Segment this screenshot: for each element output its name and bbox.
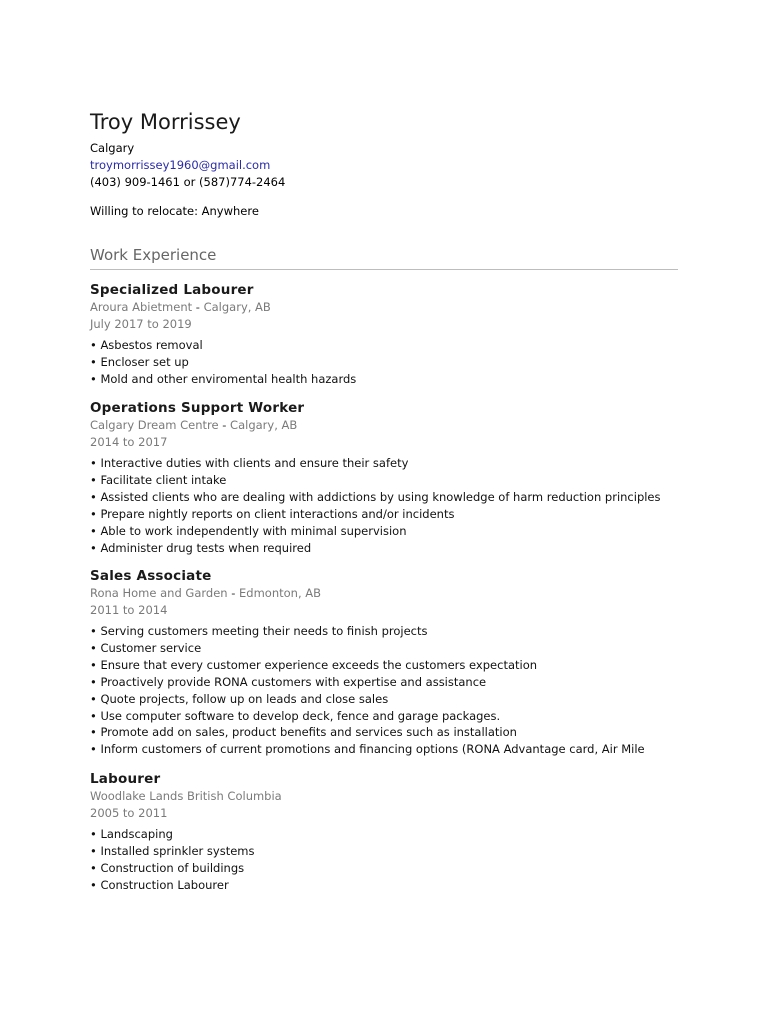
job-company: Calgary Dream Centre: [90, 418, 219, 432]
candidate-city: Calgary: [90, 141, 135, 155]
duty-item: • Installed sprinkler systems: [90, 843, 255, 858]
duty-item: • Serving customers meeting their needs to finish projects: [90, 624, 428, 638]
job-location: Calgary, AB: [203, 300, 271, 314]
relocation-preference: Willing to relocate: Anywhere: [90, 204, 259, 218]
duty-item: • Administer drug tests when required: [90, 540, 312, 555]
candidate-email-link[interactable]: troymorrissey1960@gmail.com: [90, 158, 271, 172]
duty-item: • Able to work independently with minimal supervision: [90, 523, 407, 538]
job-company: Rona Home and Garden: [90, 586, 228, 600]
job-company-line: [90, 788, 678, 805]
duty-item: • Facilitate client intake: [90, 472, 227, 487]
job-title: Specialized Labourer: [90, 282, 254, 298]
duty-item: • Asbestos removal: [90, 338, 203, 352]
job-duties-list: [90, 826, 678, 894]
job-location: Calgary, AB: [230, 418, 298, 432]
job-duties-list: [90, 455, 678, 556]
duty-item: • Inform customers of current promotions and financing options (RONA Advantage card, Air Mile: [90, 742, 645, 757]
job-company-separator: -: [227, 586, 240, 600]
duty-item: • Ensure that every customer experience exceeds the customers expectation: [90, 657, 538, 672]
job-company-line: [90, 585, 678, 602]
section-divider: [90, 269, 678, 270]
job-dates: 2011 to 2014: [90, 602, 168, 617]
job-company-line: [90, 417, 678, 434]
work-experience-heading: Work Experience: [90, 246, 217, 264]
duty-item: • Landscaping: [90, 827, 173, 841]
duty-item: • Use computer software to develop deck, fence and garage packages.: [90, 708, 501, 723]
duty-item: • Prepare nightly reports on client interactions and/or incidents: [90, 506, 455, 521]
job-entry: [90, 567, 678, 758]
duty-item: • Promote add on sales, product benefits and services such as installation: [90, 725, 517, 740]
duty-item: • Construction of buildings: [90, 860, 245, 875]
job-duties-list: [90, 623, 678, 758]
job-dates: 2005 to 2011: [90, 805, 168, 820]
job-duties-list: [90, 337, 678, 388]
duty-item: • Interactive duties with clients and ensure their safety: [90, 456, 409, 470]
job-company-line: [90, 299, 678, 316]
job-entry: [90, 399, 678, 556]
job-location: Edmonton, AB: [239, 586, 322, 600]
job-title: Labourer: [90, 771, 161, 787]
job-company-separator: -: [192, 300, 204, 314]
job-entry: [90, 281, 678, 388]
job-dates: July 2017 to 2019: [90, 316, 192, 331]
duty-item: • Mold and other enviromental health hazards: [90, 371, 357, 386]
duty-item: • Proactively provide RONA customers with expertise and assistance: [90, 674, 487, 689]
job-title: Operations Support Worker: [90, 400, 305, 416]
candidate-phone: (403) 909-1461 or (587)774-2464: [90, 175, 286, 189]
duty-item: • Construction Labourer: [90, 877, 229, 892]
duty-item: • Quote projects, follow up on leads and close sales: [90, 691, 389, 706]
job-title: Sales Associate: [90, 568, 212, 584]
job-dates: 2014 to 2017: [90, 434, 168, 449]
job-company: Woodlake Lands British Columbia: [90, 789, 282, 803]
job-company-separator: -: [218, 418, 231, 432]
candidate-name: Troy Morrissey: [90, 110, 241, 134]
job-entry: [90, 770, 678, 894]
duty-item: • Assisted clients who are dealing with addictions by using knowledge of harm reduction principles: [90, 489, 661, 504]
job-company: Aroura Abietment: [90, 300, 193, 314]
duty-item: • Customer service: [90, 640, 202, 655]
duty-item: • Encloser set up: [90, 354, 189, 369]
